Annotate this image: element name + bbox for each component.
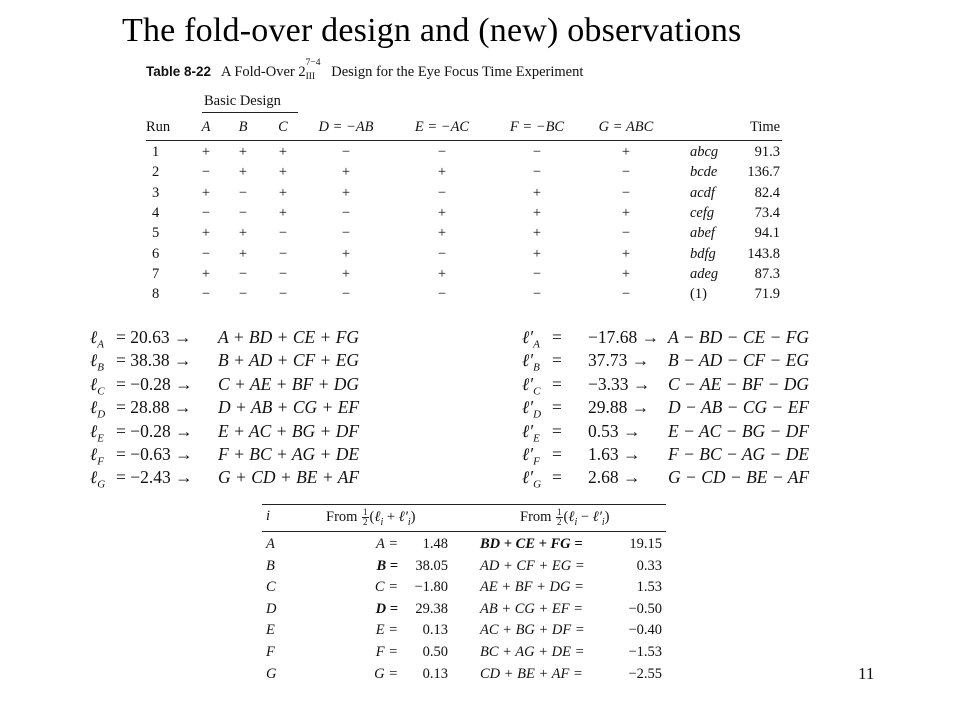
treatment-code: bcde [690,164,718,181]
sign-cell: − [238,184,248,201]
factor-label: B [266,557,275,574]
estimate-row [262,622,666,642]
table-row [146,286,782,306]
contrast-symbol [90,374,105,398]
factor-label: C [266,579,276,596]
sign-cell: + [532,245,542,262]
treatment-code: abef [690,225,715,242]
minus-estimate-value: −2.55 [628,665,662,682]
treatment-code: (1) [690,286,707,303]
ell-symbol: ℓ [90,350,98,371]
sign-cell: + [238,225,248,242]
table-row [146,266,782,286]
plus-estimate-label: G = [374,665,398,682]
plus-estimate-value: 38.05 [415,557,448,574]
slide-title: The fold-over design and (new) observations [122,12,742,49]
contrast-symbol [90,467,105,491]
contrast-value: = −0.28 → [116,420,193,441]
contrast-subscript: A [533,338,540,351]
sign-cell: − [201,245,211,262]
sign-cell: − [532,164,542,181]
contrast-value: 37.73 → [588,350,650,371]
contrast-subscript: F [533,455,540,468]
alias-structure: E + AC + BG + DF [218,420,360,441]
contrast-symbol [522,421,540,445]
minus-estimate-label: BD + CE + FG = [480,536,583,552]
ell-symbol: ℓ′ [522,467,534,488]
sign-cell: + [437,164,447,181]
col-head-plus: From $\frac{1}{2}$ (ℓ$_i$ + $\ell'_i$) [326,507,416,528]
table-row [146,225,782,245]
sign-cell: − [621,184,631,201]
col-header: F = −BC [509,119,565,135]
sign-cell: − [532,286,542,303]
col-header: Time [750,119,781,135]
sign-cell: − [621,225,631,242]
contrast-value: 1.63 → [588,444,641,464]
contrast-symbol [522,374,540,398]
contrast-subscript: A [97,338,105,351]
sign-cell: + [201,144,211,160]
equals-sign: = [552,397,562,418]
equals-sign: = [552,373,562,394]
sign-cell: + [532,204,542,221]
alias-structure: C − AE − BF − DG [668,373,810,394]
minus-estimate-value: −0.50 [628,600,662,617]
sign-cell: + [238,164,248,181]
sign-cell: + [621,245,631,262]
sign-cell: − [532,265,542,282]
factor-label: D [266,600,277,617]
sign-cell: + [437,204,447,221]
sign-cell: − [341,204,351,221]
estimate-row [262,558,666,578]
contrast-value: 0.53 → [588,420,641,441]
plus-estimate-label: F = [375,644,398,660]
contrast-symbol [90,444,104,468]
table-caption [146,58,584,82]
sign-cell: + [201,265,211,282]
alias-structure: A − BD − CE − FG [668,327,810,347]
ell-symbol: ℓ′ [522,444,534,464]
plus-estimate-label: E = [375,622,398,639]
contrast-subscript: C [533,385,541,398]
treatment-code: cefg [690,204,715,221]
sign-cell: + [621,204,631,221]
contrast-subscript: G [533,478,542,491]
sign-cell: − [437,144,447,160]
sign-cell: + [341,184,351,201]
sign-cell: + [341,164,351,181]
plus-estimate-value: 0.50 [422,644,448,660]
minus-estimate-label: CD + BE + AF = [480,665,583,682]
minus-estimate-label: AC + BG + DF = [480,622,585,639]
minus-estimate-label: AE + BF + DG = [480,579,584,596]
header-rule [146,140,782,141]
contrast-symbol [90,350,104,374]
treatment-code: abcg [690,144,719,160]
caption-exponent [305,58,328,82]
contrast-subscript: E [97,432,105,445]
time-value: 71.9 [754,286,780,303]
plus-estimate-value: 1.48 [422,536,448,552]
minus-estimate-value: 1.53 [636,579,662,596]
estimate-row [262,666,666,686]
col-header: E = −AC [414,119,470,135]
equals-sign: = [552,444,562,464]
plus-estimate-value: −1.80 [414,579,448,596]
sign-cell: − [278,225,288,242]
alias-structure: B + AD + CF + EG [218,350,360,371]
run-number: 5 [152,225,160,242]
ell-symbol: ℓ [90,397,98,418]
sign-cell: − [437,184,447,201]
ell-symbol: ℓ [90,444,98,464]
caption-text: A Fold-Over 2 [221,64,306,80]
contrast-subscript: G [97,478,106,491]
alias-structure: B − AD − CF − EG [668,350,810,371]
estimate-row [262,644,666,664]
equals-sign: = [552,350,562,371]
contrast-symbol [522,467,541,491]
run-number: 6 [152,245,160,262]
plus-estimate-value: 0.13 [422,665,448,682]
plus-estimate-label: D = [375,600,398,617]
plus-estimate-value: 29.38 [415,600,448,617]
col-header: Run [146,119,171,135]
contrast-symbol [522,327,540,351]
sign-cell: + [532,225,542,242]
contrast-value: −17.68 → [588,327,660,347]
contrasts-right [522,327,852,497]
contrast-symbol [90,397,105,421]
sign-cell: − [238,204,248,221]
contrast-value: = 28.88 → [116,397,192,418]
contrast-subscript: C [97,385,105,398]
time-value: 82.4 [754,184,780,201]
table-row [146,185,782,205]
alias-structure: A + BD + CE + FG [218,327,360,347]
equals-sign: = [552,420,562,441]
sign-cell: − [341,144,351,160]
sign-cell: − [341,225,351,242]
alias-structure: D + AB + CG + EF [218,397,360,418]
contrasts-left [90,327,420,497]
sign-cell: + [278,144,288,160]
contrast-subscript: E [533,432,540,445]
col-head-i: i [266,508,271,524]
minus-estimate-value: 19.15 [629,536,662,552]
ell-symbol: ℓ [90,420,98,441]
sign-cell: + [341,265,351,282]
treatment-code: adeg [690,265,719,282]
alias-structure: E − AC − BG − DF [668,420,810,441]
contrast-value: −3.33 → [588,373,651,394]
sign-cell: + [201,225,211,242]
contrast-value: = 38.38 → [116,350,192,371]
header-rule-2 [262,531,666,532]
sign-cell: + [532,184,542,201]
plus-estimate-label: A = [375,536,398,552]
table-row [146,205,782,225]
estimates-table [262,500,666,690]
contrast-value: = −0.63 → [116,444,193,464]
alias-structure: G + CD + BE + AF [218,467,360,488]
time-value: 91.3 [754,144,780,160]
run-number: 4 [152,204,160,221]
time-value: 143.8 [747,245,780,262]
caption-sub: III [305,72,316,82]
sign-cell: − [437,286,447,303]
sign-cell: + [437,265,447,282]
basic-design-rule [202,112,298,113]
col-header: D = −AB [318,119,374,135]
time-value: 94.1 [754,225,780,242]
treatment-code: bdfg [690,245,716,262]
contrast-subscript: B [533,361,540,374]
factor-label: A [266,536,275,552]
factor-label: G [266,665,277,682]
minus-estimate-label: BC + AG + DE = [480,644,585,660]
minus-estimate-value: 0.33 [636,557,662,574]
treatment-code: acdf [690,184,715,201]
alias-structure: G − CD − BE − AF [668,467,810,488]
contrast-value: = 20.63 → [116,327,192,347]
sign-cell: − [621,286,631,303]
time-value: 87.3 [754,265,780,282]
run-number: 7 [152,265,160,282]
ell-symbol: ℓ [90,373,98,394]
plus-estimate-value: 0.13 [422,622,448,639]
sign-cell: − [532,144,542,160]
table-row [146,246,782,266]
sign-cell: − [201,204,211,221]
caption-sup: 7−4 [305,58,321,68]
ell-symbol: ℓ [90,327,98,347]
contrast-symbol [90,327,104,351]
contrast-subscript: B [97,361,105,374]
sign-cell: − [201,286,211,303]
sign-cell: + [621,144,631,160]
estimate-row [262,579,666,599]
contrast-symbol [90,421,104,445]
contrast-value: = −0.28 → [116,373,193,394]
run-number: 1 [152,144,160,160]
sign-cell: − [278,286,288,303]
col-head-minus: From $\frac{1}{2}$ (ℓ$_i$ − $\ell'_i$) [520,507,610,528]
table-label: Table 8-22 [146,64,212,79]
sign-cell: + [278,164,288,181]
sign-cell: − [278,245,288,262]
contrast-subscript: D [533,408,542,421]
time-value: 73.4 [754,204,780,221]
sign-cell: + [201,184,211,201]
col-header: A [201,119,211,135]
col-header: C [278,119,288,135]
plus-estimate-label: B = [376,557,398,574]
sign-cell: + [621,265,631,282]
sign-cell: + [238,144,248,160]
top-rule [262,504,666,505]
ell-symbol: ℓ′ [522,327,534,347]
alias-structure: D − AB − CG − EF [668,397,810,418]
alias-structure: F + BC + AG + DE [218,444,360,464]
sign-cell: + [238,245,248,262]
plus-estimate-label: C = [374,579,398,596]
page-number: 11 [858,664,875,683]
ell-symbol: ℓ′ [522,420,534,441]
sign-cell: + [278,184,288,201]
sign-cell: + [278,204,288,221]
sign-cell: − [238,265,248,282]
minus-estimate-value: −0.40 [628,622,662,639]
contrast-value: 2.68 → [588,467,641,488]
equals-sign: = [552,327,562,347]
caption-rest: Design for the Eye Focus Time Experiment [327,64,584,80]
sign-cell: − [278,265,288,282]
estimate-row [262,601,666,621]
sign-cell: − [341,286,351,303]
ell-symbol: ℓ′ [522,397,534,418]
ell-symbol: ℓ′ [522,373,534,394]
contrast-symbol [522,397,541,421]
sign-cell: − [201,164,211,181]
sign-cell: + [341,245,351,262]
contrast-subscript: F [97,455,105,468]
alias-structure: F − BC − AG − DE [668,444,810,464]
sign-cell: − [238,286,248,303]
run-number: 2 [152,164,160,181]
equals-sign: = [552,467,562,488]
contrast-symbol [522,350,540,374]
factor-label: F [266,644,275,660]
table-row [146,144,782,164]
run-number: 3 [152,184,160,201]
sign-cell: − [621,164,631,181]
table-row [146,164,782,184]
minus-estimate-label: AB + CG + EF = [480,600,584,617]
fold-over-design-table [146,58,782,316]
minus-estimate-value: −1.53 [628,644,662,660]
col-header: G = ABC [598,119,654,135]
run-number: 8 [152,286,160,303]
contrast-value: 29.88 → [588,397,650,418]
contrast-subscript: D [97,408,106,421]
ell-symbol: ℓ′ [522,350,534,371]
alias-structure: C + AE + BF + DG [218,373,360,394]
time-value: 136.7 [747,164,780,181]
factor-label: E [266,622,275,639]
contrast-symbol [522,444,540,468]
sign-cell: + [437,225,447,242]
basic-design-label: Basic Design [204,93,281,109]
minus-estimate-label: AD + CF + EG = [480,557,585,574]
estimate-row [262,536,666,556]
contrast-value: = −2.43 → [116,467,193,488]
col-header: B [238,119,248,135]
ell-symbol: ℓ [90,467,98,488]
sign-cell: − [437,245,447,262]
